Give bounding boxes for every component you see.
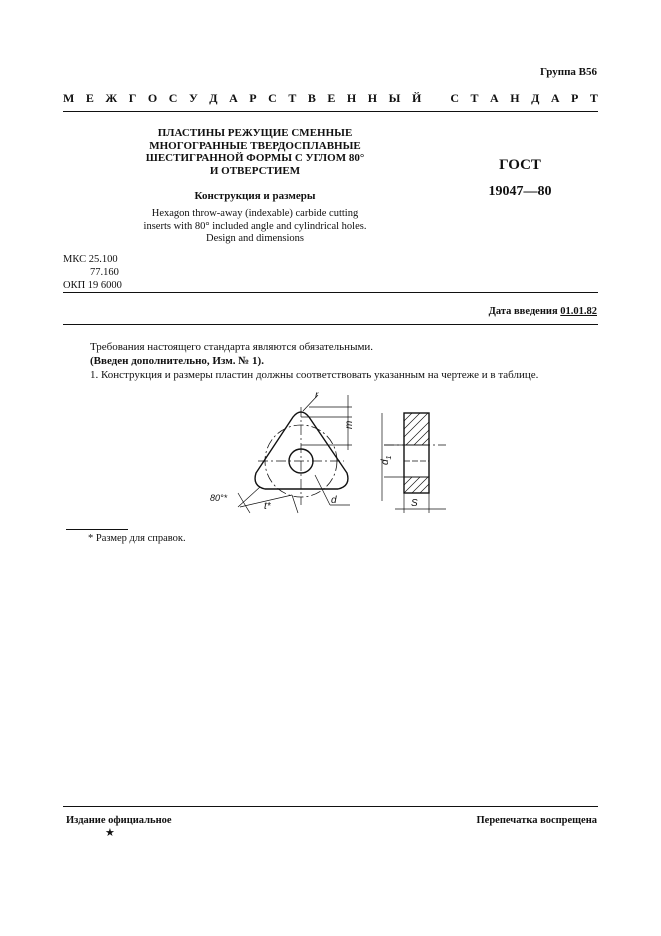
okp-code: ОКП 19 6000	[63, 280, 122, 291]
header-rule	[63, 111, 598, 112]
banner-letter: Ы	[388, 91, 401, 105]
introduction-date	[489, 306, 597, 317]
date-rule	[63, 324, 598, 325]
side-view	[404, 413, 429, 493]
banner-letter: Д	[209, 91, 218, 105]
star-icon: ★	[105, 827, 115, 839]
label-t: t*	[264, 501, 271, 512]
label-d: d	[331, 495, 337, 506]
mks-code: МКС 25.100	[63, 254, 118, 265]
footer-rule	[63, 806, 598, 807]
banner-letter: С	[168, 91, 178, 105]
gost-designation	[470, 157, 570, 200]
date-value: 01.01.82	[560, 306, 597, 317]
banner-letter: А	[490, 91, 499, 105]
banner-letter: В	[307, 91, 316, 105]
label-angle: 80°*	[210, 493, 228, 503]
footnote: * Размер для справок.	[88, 533, 186, 544]
document-subtitle: Конструкция и размеры	[194, 190, 316, 202]
banner-letter: Й	[411, 91, 422, 105]
mks-code-2: 77.160	[90, 267, 119, 278]
document-title	[110, 127, 400, 177]
group-code: Группа В56	[539, 66, 597, 78]
banner-letter: Е	[327, 91, 336, 105]
banner-letter: Т	[288, 91, 297, 105]
banner-letter: Т	[589, 91, 598, 105]
banner-gap	[433, 91, 439, 106]
title-line: И ОТВЕРСТИЕМ	[209, 164, 301, 177]
gost-number: 19047—80	[488, 184, 552, 199]
classification-codes	[63, 253, 122, 292]
banner-letter: Р	[249, 91, 257, 105]
english-title-line: Hexagon throw-away (indexable) carbide cutting	[151, 208, 359, 219]
official-edition: Издание официальное	[66, 815, 172, 826]
banner-letter: М	[63, 91, 75, 105]
banner-letter: Р	[571, 91, 579, 105]
english-title	[110, 208, 400, 246]
paragraph-mandatory: Требования настоящего стандарта являются обязательными.	[90, 341, 374, 353]
label-m: m	[344, 420, 355, 429]
banner-letter: Т	[470, 91, 479, 105]
paragraph-amendment: (Введен дополнительно, Изм. № 1).	[90, 355, 264, 367]
footnote-rule	[66, 529, 128, 530]
banner-letter: У	[188, 91, 198, 105]
title-line: МНОГОГРАННЫЕ ТВЕРДОСПЛАВНЫЕ	[149, 139, 361, 152]
banner-letter: О	[147, 91, 158, 105]
label-r: r	[315, 390, 319, 401]
title-line: ШЕСТИГРАННОЙ ФОРМЫ С УГЛОМ 80°	[145, 152, 365, 164]
banner-letter: Н	[367, 91, 378, 105]
standard-banner	[63, 91, 598, 106]
label-s: S	[411, 498, 418, 509]
gost-label: ГОСТ	[499, 157, 541, 173]
banner-letter: С	[268, 91, 277, 105]
title-line: ПЛАСТИНЫ РЕЖУЩИЕ СМЕННЫЕ	[157, 127, 353, 139]
banner-letter: А	[229, 91, 238, 105]
banner-letter: Н	[510, 91, 520, 105]
banner-letter: Н	[346, 91, 357, 105]
label-d1: $d_1$	[380, 455, 393, 465]
paragraph-clause-1: 1. Конструкция и размеры пластин должны соответствовать указанным на чертеже и в таблице.	[90, 369, 539, 381]
english-title-line: inserts with 80° included angle and cylindrical holes.	[143, 220, 367, 232]
reprint-prohibited: Перепечатка воспрещена	[476, 815, 597, 826]
english-title-line: Design and dimensions	[206, 233, 304, 244]
banner-letter: Е	[85, 91, 94, 105]
banner-letter: А	[550, 91, 560, 105]
banner-letter: Ж	[105, 91, 118, 105]
date-label: Дата введения	[488, 306, 561, 317]
insert-drawing	[200, 385, 460, 520]
title-rule	[63, 292, 598, 293]
banner-letter: С	[450, 91, 459, 105]
banner-letter: Г	[128, 91, 137, 105]
banner-letter: Д	[531, 91, 540, 105]
